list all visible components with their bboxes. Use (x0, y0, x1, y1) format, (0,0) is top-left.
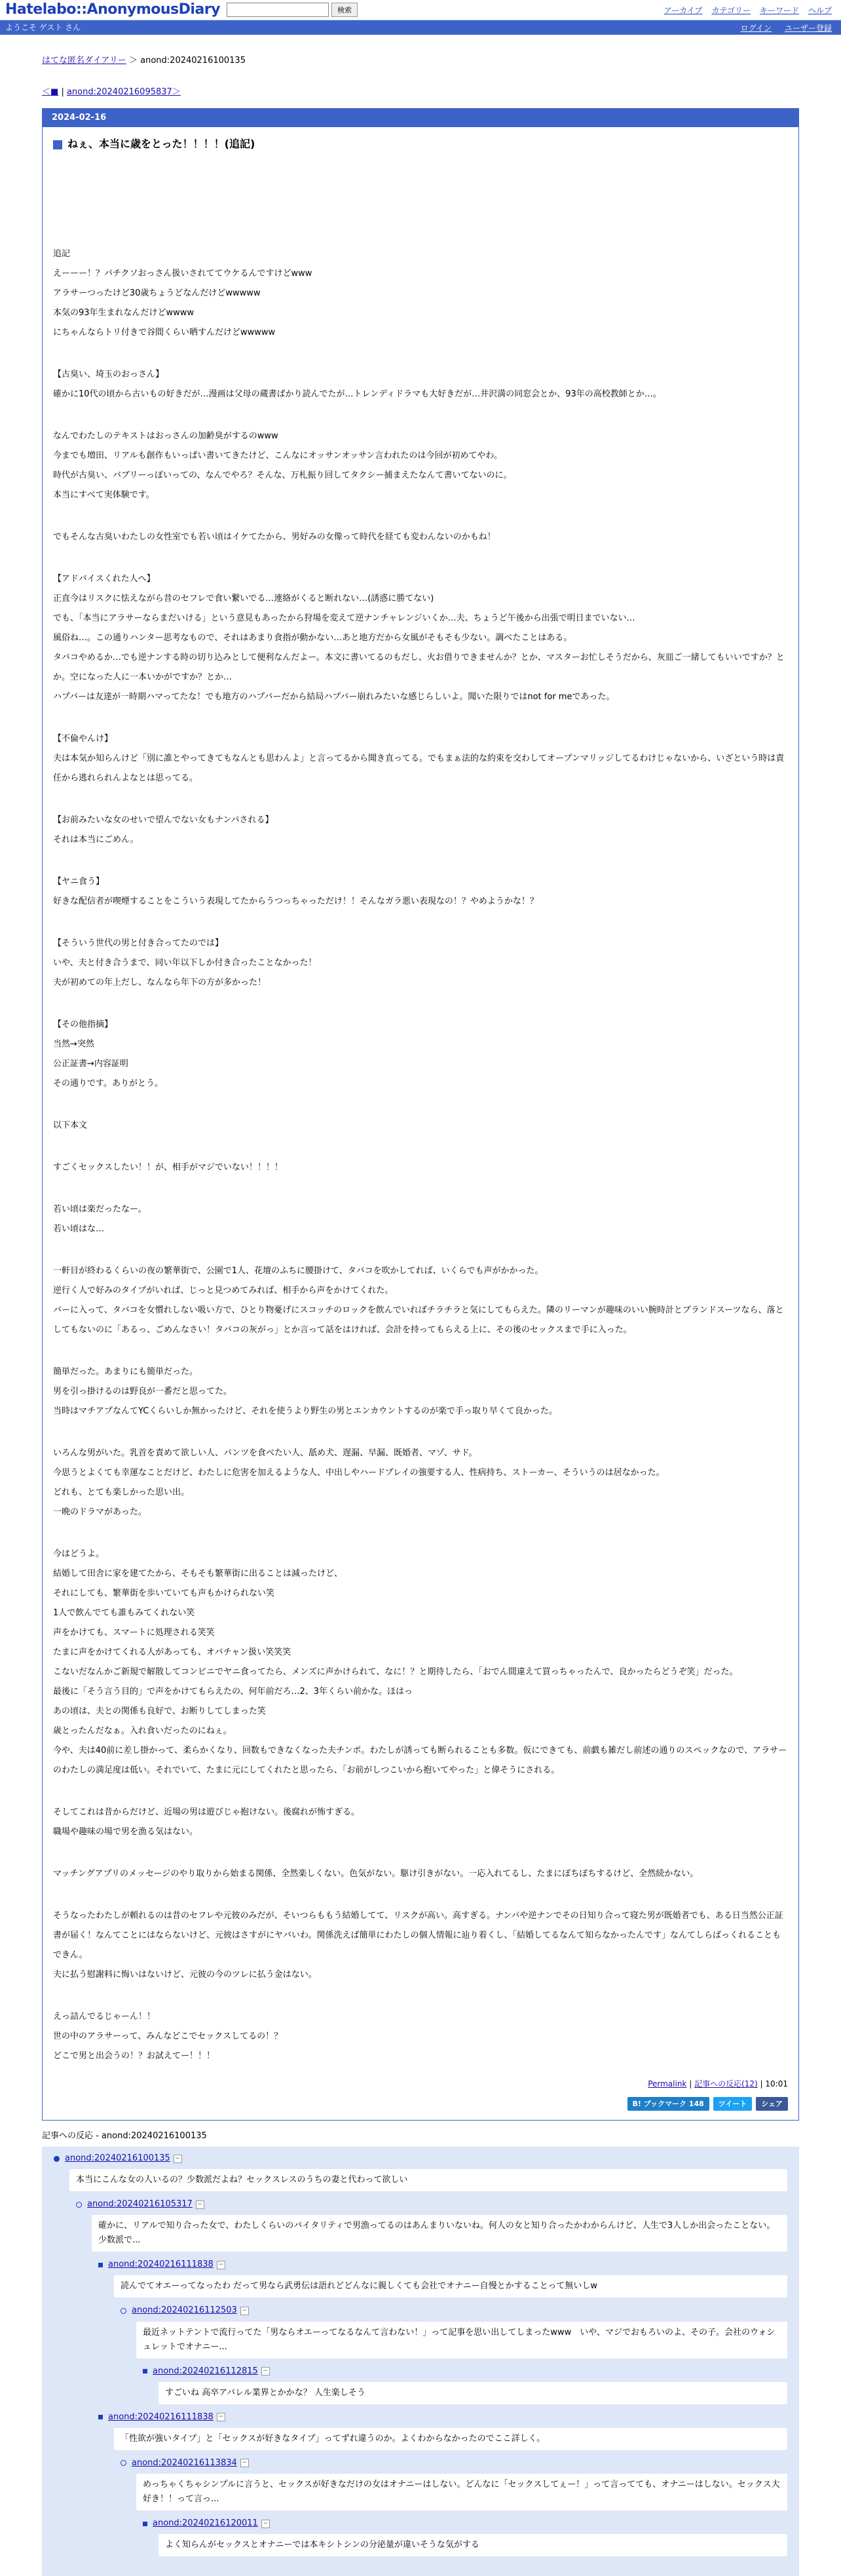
paragraph-gap (53, 711, 788, 729)
share-buttons (53, 2097, 788, 2111)
bullet-icon (143, 2369, 147, 2374)
entry-line: 夫が初めての年上だし、なんなら年下の方が多かった！ (53, 978, 267, 988)
prev-next-separator: | (61, 87, 64, 98)
entry-line: たまに声をかけてくれる人があっても、オバチャン扱い笑笑笑 (53, 1647, 291, 1658)
entry-line: 逆行く人で好みのタイプがいれば、じっと見つめてみれば、相手から声をかけてくれた。 (53, 1286, 394, 1296)
entry-line: あの頃は、夫との関係も良好で、お断りしてしまった笑 (53, 1706, 266, 1717)
entry-line: 1人で飲んでても誰もみてくれない笑 (53, 1608, 195, 1619)
entry-date: 2024-02-16 (43, 109, 798, 127)
reaction-item (143, 2517, 787, 2556)
entry-line: にちゃんならトリ付きで谷間くらい晒すんだけどwwwww (53, 328, 276, 338)
breadcrumb-separator: ＞ (128, 56, 138, 66)
reaction-excerpt: 本当にこんな女の人いるの？少数派だよね？セックスレスのうちの妻と代わって欲しい (69, 2169, 787, 2191)
paragraph-gap (53, 408, 788, 427)
entry-line: 職場や趣味の場で男を漁る気はない。 (53, 1827, 198, 1837)
paragraph-gap (53, 1425, 788, 1444)
reaction-item (98, 2411, 787, 2450)
entry-line: 夫に払う慰謝料に悔いはないけど、元彼の今のツレに払う金はない。 (53, 1970, 317, 1980)
bullet-icon (121, 2460, 126, 2466)
entry-line: どこで男と出会うの！？お試えてー！！！ (53, 2051, 215, 2062)
entry-line: 最後に「そう言う目的」で声をかけてもらえたの、何年前だろ…2、3年くらい前かな。ほはっ (53, 1687, 413, 1697)
login-link[interactable]: ログイン (740, 24, 772, 33)
paragraph-gap (53, 347, 788, 365)
entry-paragraph (53, 729, 788, 788)
hatena-bookmark-button[interactable]: B! ブックマーク 148 (627, 2097, 709, 2111)
entry-time: | 10:01 (760, 2079, 788, 2089)
entry-title[interactable] (53, 136, 788, 153)
entry-line: 夫は本気か知らんけど「別に誰とやってきてもなんとも思わんよ」と言ってるから聞き直ってる。でもまぁ法的な約束を交わしてオープンマリッジしてるわけじゃないから、いざという時は責任から逃れられんよなとは思ってる。 (53, 754, 785, 784)
entry-line: すごくセックスしたい！！が、相手がマジでいない！！！！ (53, 1163, 283, 1173)
entry-line: 追記 (53, 249, 71, 260)
bullet-icon (143, 2522, 147, 2526)
reaction-header (121, 2304, 787, 2317)
paragraph-gap (53, 1526, 788, 1545)
reaction-link[interactable]: anond:20240216112503 (132, 2305, 237, 2316)
paragraph-gap (53, 1098, 788, 1116)
entry-line: 確かに10代の頃から古いもの好きだが…漫画は父母の蔵書ばかり読んでたが…トレンディドラマも大好きだが…井沢満の同窓会とか、93年の高校教師とか…。 (53, 389, 662, 400)
reaction-header (121, 2457, 787, 2470)
entry-line: こないだなんかご新規で解散してコンビニでヤニ食ってたら、メンズに声かけられて、なに！？と期待したら、「おでん間違えて買っちゃったんで、良かったらどうぞ笑」だった。 (53, 1667, 738, 1678)
nav-archive-link[interactable]: アーカイブ (663, 6, 703, 15)
diary-entry (42, 108, 799, 2121)
entry-line: ハプバーは友達が一時期ハマってたな！でも地方のハプバーだから結局ハプバー崩れみたいな感じらしいよ。聞いた限りではnot for meであった。 (53, 692, 615, 702)
entry-spacer (53, 153, 788, 244)
reaction-link[interactable]: anond:20240216120011 (153, 2518, 258, 2528)
entry-paragraph (53, 934, 788, 993)
breadcrumb-home-link[interactable]: はてな匿名ダイアリー (42, 56, 126, 66)
entry-line: 世の中のアラサーって、みんなどこでセックスしてるの！？ (53, 2031, 283, 2042)
entry-paragraph (53, 365, 788, 404)
search-button[interactable]: 検索 (331, 3, 358, 17)
entry-line: その通りです。ありがとう。 (53, 1079, 163, 1089)
entry-line: 風俗ね…。この通りハンター思考なもので、それはあまり食指が動かない…あと地方だから女風がそもそも少ない。調べたことはある。 (53, 633, 572, 644)
entry-line: えーーー！？パチクソおっさん扱いされててウケるんですけどwww (53, 269, 312, 279)
entry-line: 【不倫やんけ】 (53, 734, 113, 744)
bullet-icon (98, 2415, 103, 2419)
entry-line: 好きな配信者が喫煙することをこういう表現してたからうつっちゃっただけ！！そんなガラ悪い表現なの！？やめようかな！？ (53, 896, 538, 907)
top-bar (0, 0, 841, 20)
entry-paragraph (53, 1545, 788, 1780)
paragraph-gap (53, 915, 788, 934)
reaction-header (143, 2517, 787, 2530)
reaction-excerpt: すごいね 高卒アパレル業界とかかな？ 人生楽しそう (159, 2382, 787, 2404)
entry-line: そうなったわたしが頼れるのは昔のセフレや元彼のみだが、そいつらももう結婚してて、リスクが高い。高すぎる。ナンパや逆ナンでその日知り合って寝た男が既婚者でも、ある日当然公正証書が届く！なんてことにはならないけど、元彼はさすがにヤバいわ。関係洗えば簡単にわたしの個人情報に辿り着くし、「結婚してるなんて知らなかったんです」なんてしらばっくれることもできん。 (53, 1911, 783, 1961)
reaction-excerpt: 最近ネットテントで流行ってた「男ならオエーってなるなんて言わない！」って記事を思い出してしまったwww いや、マジでおもろいのよ、その子。会社のウォシュレットでオナニー... (136, 2322, 787, 2358)
paragraph-gap (53, 1344, 788, 1362)
reaction-link[interactable]: anond:20240216111838 (108, 2412, 214, 2422)
collapse-toggle-icon[interactable]: − (261, 2520, 270, 2528)
reaction-header (54, 2152, 787, 2165)
site-logo[interactable]: Hatelabo::AnonymousDiary (5, 1, 220, 18)
entry-line: でもそんな古臭いわたしの女性室でも若い頃はイケてたから、男好みの女像って時代を経ても変わんないのかもね！ (53, 532, 496, 543)
entry-line: 男を引っ掛けるのは野良が一番だと思ってた。 (53, 1387, 233, 1397)
entry-paragraph (53, 1864, 788, 1884)
reaction-link[interactable]: anond:20240216111838 (108, 2259, 214, 2270)
entry-line: 今や、夫は40前に差し掛かって、柔らかくなり、回数もできなくなった夫チンポ。わたしが誘っても断られることも多数。仮にできても、前戯も雑だし前述の通りのスペックなので、アラサーのわたしの満足度は低い。それでいて、たまに元にしてくれたと思ったら、「お前がしつこいから抱いてやった」と偉そうにされる。 (53, 1746, 787, 1776)
permalink-link[interactable]: Permalink (648, 2079, 687, 2089)
account-nav (741, 22, 832, 35)
reaction-item (54, 2152, 787, 2191)
reaction-link[interactable]: anond:20240216100135 (65, 2153, 170, 2163)
paragraph-gap (53, 854, 788, 872)
sub-bar (0, 20, 841, 35)
entry-line: 正直今はリスクに怯えながら昔のセフレで食い繋いでる…連絡がくると断れない…(誘惑に勝てない) (53, 594, 434, 604)
bullet-icon (54, 2156, 60, 2162)
reactions-tree (42, 2147, 799, 2576)
prev-entry-link[interactable]: ＜■ (42, 87, 59, 98)
paragraph-gap (53, 1888, 788, 1906)
collapse-toggle-icon[interactable]: − (261, 2367, 270, 2375)
collapse-toggle-icon[interactable]: − (217, 2261, 225, 2269)
entry-paragraph (53, 2007, 788, 2066)
entry-line: 今はどうよ。 (53, 1549, 105, 1560)
reaction-link[interactable]: anond:20240216112815 (153, 2366, 258, 2376)
reaction-header (98, 2411, 787, 2424)
entry-line: 本気の93年生まれなんだけどwwww (53, 308, 195, 318)
content-wrapper (0, 54, 841, 2576)
entry-line: そしてこれは昔からだけど、近場の男は遊びじゃ抱けない。後腐れが怖すぎる。 (53, 1807, 360, 1818)
entry-line: 歳とったんだなぁ。入れ食いだったのにねぇ。 (53, 1726, 232, 1737)
reaction-excerpt: よく知らんがセックスとオナニーでは本キシトシンの分泌量が違いそうな気がする (159, 2534, 787, 2556)
reaction-item (143, 2365, 787, 2404)
reaction-item (76, 2198, 787, 2252)
reactions-count-link[interactable]: 記事への反応(12) (694, 2079, 758, 2089)
entry-line: 【古臭い、埼玉のおっさん】 (53, 370, 164, 380)
footer-separator: | (689, 2079, 692, 2089)
collapse-toggle-icon[interactable]: − (217, 2413, 225, 2421)
entry-body (43, 127, 798, 2119)
nav-keyword-link[interactable]: キーワード (759, 6, 799, 15)
entry-line: 公正証書→内容証明 (53, 1059, 128, 1069)
entry-paragraph (53, 1200, 788, 1239)
prev-next-nav (42, 86, 799, 99)
entry-line: 若い頃はな… (53, 1224, 105, 1235)
entry-paragraph (53, 244, 788, 343)
entry-line: マッチングアプリのメッセージのやり取りから始まる関係、全然楽しくない。色気がない。駆け引きがない。一応入れてるし、たまにぽちぽちするけど、全然続かない。 (53, 1869, 699, 1879)
paragraph-gap (53, 551, 788, 569)
paragraph-gap (53, 997, 788, 1015)
reaction-excerpt: 読んでてオエーってなったわ だって男なら武勇伝は語れどどんなに親しくても会社でオナニー自慢とかすることって無いしw (114, 2275, 787, 2297)
welcome-text: ようこそ ゲスト さん (5, 22, 81, 32)
entry-line: えっ詰んでるじゃーん！！ (53, 2012, 156, 2022)
reaction-header (76, 2198, 787, 2211)
entry-line: 【お前みたいな女のせいで望んでない女もナンパされる】 (53, 815, 274, 826)
paragraph-gap (53, 1140, 788, 1158)
entry-line: 一軒目が終わるくらいの夜の繁華街で、公園で1人、花壇のふちに腰掛けて、タバコを吹かしてれば、いくらでも声がかかった。 (53, 1266, 544, 1277)
title-square-icon (53, 140, 62, 149)
entry-line: 当然→突然 (53, 1039, 94, 1050)
reaction-item (98, 2258, 787, 2297)
entry-line: 当時はマチアプなんてYCくらいしか無かったけど、それを使うより野生の男とエンカウントするのが楽で手っ取り早くて良かった。 (53, 1406, 557, 1417)
paragraph-gap (53, 1846, 788, 1864)
entry-paragraph (53, 1015, 788, 1094)
entry-line: 以下本文 (53, 1121, 88, 1131)
entry-title-text: ねぇ、本当に歳をとった！！！！(追記) (67, 138, 255, 151)
entry-line: タバコやめるか…でも逆ナンする時の切り込みとして便利なんだよー。本文に書いてるのもだし、火お借りできませんか？とか、マスターお忙しそうだから、灰皿ご一緒してもいいですか？とか。空になった人に一本いかがですか？とか… (53, 653, 785, 683)
reaction-header (98, 2258, 787, 2271)
entry-line: いろんな男がいた。乳首を責めて欲しい人、パンツを食べたい人、舐め犬、遅漏、早漏、既婚者、マゾ、サド。 (53, 1448, 477, 1459)
entry-paragraph (53, 528, 788, 547)
entry-line: 一晩のドラマがあった。 (53, 1507, 147, 1518)
entry-paragraph (53, 427, 788, 505)
tweet-button[interactable]: ツイート (713, 2097, 752, 2111)
entry-line: 今思うとよくても幸運なことだけど、わたしに危害を加えるような人、中出しやハードプレイの強要する人、性病持ち、ストーカー、そういうのは居なかった。 (53, 1468, 665, 1478)
entry-paragraph (53, 872, 788, 912)
entry-paragraph (53, 811, 788, 850)
entry-paragraph (53, 1158, 788, 1178)
entry-line: 結婚して田舎に家を建てたから、そもそも繁華街に出ることは減ったけど、 (53, 1569, 343, 1579)
entry-line: 【ヤニ食う】 (53, 877, 105, 887)
top-nav (664, 5, 832, 17)
paragraph-gap (53, 1182, 788, 1200)
collapse-toggle-icon[interactable]: − (174, 2155, 182, 2163)
entry-line: アラサーつったけど30歳ちょうどなんだけどwwwww (53, 288, 261, 299)
entry-line: それは本当にごめん。 (53, 835, 139, 845)
paragraph-gap (53, 792, 788, 811)
collapse-toggle-icon[interactable]: − (240, 2459, 249, 2467)
reaction-excerpt: めっちゃくちゃシンプルに言うと、セックスが好きなだけの女はオナニーはしない。どんなに「セックスしてぇー！」って言ってても、オナニーはしない。セックス大好き！！って言っ... (136, 2474, 787, 2510)
reaction-link[interactable]: anond:20240216105317 (87, 2199, 193, 2210)
entry-paragraph (53, 1803, 788, 1842)
entry-line: なんでわたしのテキストはおっさんの加齢臭がするのwww (53, 431, 278, 442)
search-input[interactable] (227, 3, 329, 17)
paragraph-gap (53, 509, 788, 528)
entry-paragraph (53, 1362, 788, 1421)
reaction-item (121, 2304, 787, 2358)
collapse-toggle-icon[interactable]: − (240, 2307, 249, 2315)
entry-line: 若い頃は楽だったなー。 (53, 1204, 147, 1215)
entry-line: 簡単だった。あまりにも簡単だった。 (53, 1367, 198, 1377)
next-entry-link[interactable]: anond:20240216095837＞ (66, 87, 181, 98)
entry-line: でも、「本当にアラサーならまだいける」という意見もあったから狩場を変えて逆ナンチャレンジいくか…夫、ちょうど午後から出張で明日までいない… (53, 613, 635, 624)
entry-paragraph (53, 569, 788, 707)
entry-line: 時代が古臭い、バブリーっぽいっての、なんでやろ？そんな、万札振り回してタクシー捕まえたなんて書いてないのに。 (53, 471, 512, 481)
paragraph-gap (53, 1784, 788, 1803)
nav-category-link[interactable]: カテゴリー (711, 6, 751, 15)
entry-line: 【その他指摘】 (53, 1020, 113, 1030)
entry-paragraph (53, 1261, 788, 1340)
entry-line: いや、夫と付き合うまで、同い年以下しか付き合ったことなかった！ (53, 958, 317, 969)
entry-text (53, 244, 788, 2066)
entry-line: バーに入って、タバコを女慣れしない吸い方で、ひとり物憂げにスコッチのロックを飲んでいればチラチラと気にしてもらえた。隣のリーマンが趣味のいい腕時計とブランドスーツなら、落としてもないのに「あるっ、ごめんなさい！タバコの灰がっ」とか言って話をはければ、会計を持ってもらえる上に、その後のセックスまで手に入った。 (53, 1305, 784, 1336)
breadcrumb-current: anond:20240216100135 (140, 56, 246, 66)
reaction-excerpt: 確かに、リアルで知り合った女で、わたしくらいのバイタリティで男漁ってるのはあんまりいないね。何人の女と知り合ったかわからんけど、人生で3人しか出会ったことない。少数派で... (92, 2215, 787, 2252)
collapse-toggle-icon[interactable]: − (196, 2201, 204, 2209)
reactions-title: 記事への反応 - anond:20240216100135 (42, 2130, 207, 2141)
reaction-excerpt: 「性欲が強いタイプ」と「セックスが好きなタイプ」ってずれ違うのか。よくわからなかったのでここ詳しく。 (114, 2428, 787, 2450)
paragraph-gap (53, 1989, 788, 2007)
paragraph-gap (53, 1243, 788, 1261)
reaction-link[interactable]: anond:20240216113834 (132, 2457, 237, 2468)
bullet-icon (76, 2202, 82, 2208)
entry-line: どれも、とても楽しかった思い出。 (53, 1488, 190, 1498)
breadcrumb (42, 54, 799, 67)
entry-line: 本当にすべて実体験です。 (53, 490, 155, 501)
bullet-icon (98, 2263, 103, 2267)
nav-help-link[interactable]: ヘルプ (808, 6, 832, 15)
entry-line: 【そういう世代の男と付き合ってたのでは】 (53, 938, 224, 949)
reaction-header (143, 2365, 787, 2378)
entry-line: 【アドバイスくれた人へ】 (53, 574, 155, 585)
reaction-item (121, 2457, 787, 2510)
entry-line: 今までも増田、リアルも創作もいっぱい書いてきたけど、こんなにオッサンオッサン言われたのは今回が初めてやわ。 (53, 451, 502, 461)
entry-line: 声をかけても、スマートに処理される笑笑 (53, 1628, 215, 1638)
entry-line: それにしても、繁華街を歩いていても声もかけられない笑 (53, 1588, 275, 1599)
bullet-icon (121, 2308, 126, 2314)
entry-footer (53, 2078, 788, 2090)
entry-paragraph (53, 1116, 788, 1136)
entry-paragraph (53, 1906, 788, 1985)
register-link[interactable]: ユーザー登録 (784, 24, 832, 33)
entry-paragraph (53, 1444, 788, 1522)
facebook-share-button[interactable]: シェア (756, 2097, 788, 2111)
